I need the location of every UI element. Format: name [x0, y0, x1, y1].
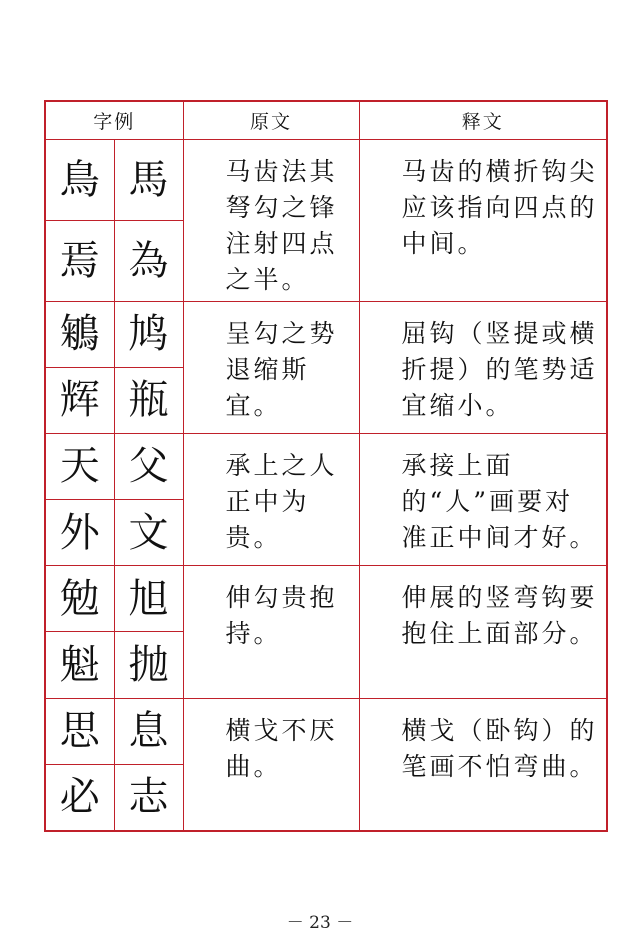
example-char: 為	[114, 220, 183, 301]
example-char: 思	[45, 698, 114, 764]
original-text-cell	[183, 301, 359, 433]
example-char: 志	[114, 764, 183, 831]
header-explanation: 释文	[359, 101, 607, 139]
explanation-text-cell	[359, 433, 607, 565]
example-char: 辉	[45, 367, 114, 433]
explanation-text: 承接上面的“人”画要对准正中间才好。	[401, 450, 598, 552]
example-char: 焉	[45, 220, 114, 301]
example-char: 鵴	[45, 301, 114, 367]
original-text: 呈勾之势退缩斯宜。	[225, 318, 338, 420]
original-text-cell	[183, 698, 359, 831]
example-char: 天	[45, 433, 114, 499]
example-char: 瓶	[114, 367, 183, 433]
explanation-text-cell	[359, 139, 607, 301]
example-char: 父	[114, 433, 183, 499]
original-text: 承上之人正中为贵。	[225, 450, 338, 552]
table-row	[45, 566, 607, 632]
calligraphy-table	[44, 100, 608, 832]
explanation-text: 马齿的横折钩尖应该指向四点的中间。	[401, 156, 598, 258]
example-char: 息	[114, 698, 183, 764]
header-original: 原文	[183, 101, 359, 139]
explanation-text-cell	[359, 301, 607, 433]
header-examples: 字例	[45, 101, 183, 139]
explanation-text-cell	[359, 698, 607, 831]
explanation-text: 横戈（卧钩）的笔画不怕弯曲。	[401, 715, 598, 781]
table-row	[45, 433, 607, 499]
table-row	[45, 139, 607, 220]
example-char: 文	[114, 500, 183, 566]
table-row	[45, 301, 607, 367]
example-char: 馬	[114, 139, 183, 220]
example-char: 旭	[114, 566, 183, 632]
example-char: 抛	[114, 632, 183, 698]
example-char: 必	[45, 764, 114, 831]
example-char: 勉	[45, 566, 114, 632]
original-text: 横戈不厌曲。	[225, 715, 338, 781]
explanation-text-cell	[359, 566, 607, 698]
example-char: 外	[45, 500, 114, 566]
original-text: 马齿法其弩勾之锋注射四点之半。	[225, 156, 338, 294]
original-text: 伸勾贵抱持。	[225, 583, 338, 649]
page-number: － 23 －	[286, 913, 354, 933]
original-text-cell	[183, 139, 359, 301]
example-char: 鸠	[114, 301, 183, 367]
explanation-text: 伸展的竖弯钩要抱住上面部分。	[401, 583, 598, 649]
original-text-cell	[183, 566, 359, 698]
header-row	[45, 101, 607, 139]
example-char: 魁	[45, 632, 114, 698]
explanation-text: 屈钩（竖提或横折提）的笔势适宜缩小。	[401, 318, 598, 420]
example-char: 鳥	[45, 139, 114, 220]
table-row	[45, 698, 607, 764]
original-text-cell	[183, 433, 359, 565]
